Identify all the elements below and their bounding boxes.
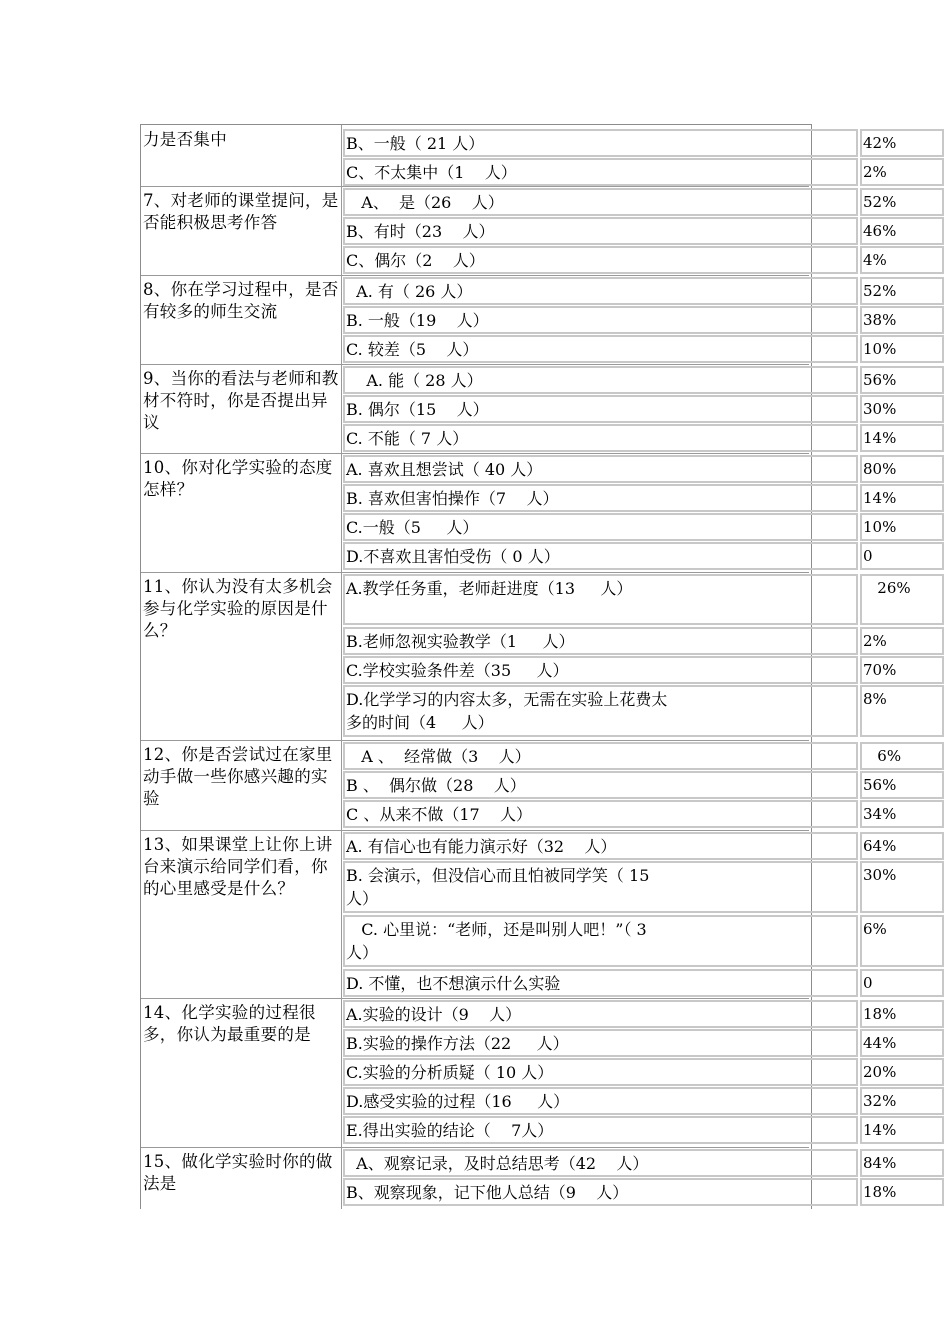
answer-percentage: 56% — [860, 366, 944, 394]
answer-percentage: 56% — [860, 771, 944, 799]
answer-percentage: 84% — [860, 1149, 944, 1177]
question-text: 7、对老师的课堂提问，是否能积极思考作答 — [143, 191, 339, 232]
question-text: 力是否集中 — [143, 130, 227, 149]
answer-percentage: 32% — [860, 1087, 944, 1115]
answer-percentage: 34% — [860, 800, 944, 828]
answer-option: D.化学学习的内容太多，无需在实验上花费太 多的时间（4 人） — [343, 685, 858, 737]
group-separator — [141, 186, 809, 187]
answer-percentage: 52% — [860, 277, 944, 305]
question-group — [141, 186, 897, 275]
answer-option: C. 心里说：“老师，还是叫别人吧！”（ 3 人） — [343, 915, 858, 967]
question-text: 10、你对化学实验的态度怎样？ — [143, 458, 333, 499]
answer-percentage: 8% — [860, 685, 944, 737]
answer-option: C、偶尔（2 人） — [343, 246, 858, 274]
question-group — [141, 572, 911, 740]
answer-option: C. 较差（5 人） — [343, 335, 858, 363]
question-group — [141, 125, 897, 186]
question-group — [141, 998, 897, 1147]
answer-option: A 、 经常做（3 人） — [343, 742, 858, 770]
question-group — [141, 740, 902, 830]
answer-percentage: 70% — [860, 656, 944, 684]
answer-option: B. 会演示，但没信心而且怕被同学笑（ 15 人） — [343, 861, 858, 913]
answer-percentage: 10% — [860, 335, 944, 363]
answer-percentage: 80% — [860, 455, 944, 483]
question-group — [141, 364, 897, 453]
answer-option: B. 喜欢但害怕操作（7 人） — [343, 484, 858, 512]
answer-percentage: 26% — [860, 574, 944, 625]
answer-option: A. 有（ 26 人） — [343, 277, 858, 305]
answer-percentage: 18% — [860, 1178, 944, 1206]
answer-option: B、观察现象，记下他人总结（9 人） — [343, 1178, 858, 1206]
question-text: 15、做化学实验时你的做法是 — [143, 1152, 333, 1193]
answer-percentage: 52% — [860, 188, 944, 216]
answer-percentage: 42% — [860, 129, 944, 157]
answer-percentage: 20% — [860, 1058, 944, 1086]
answer-option: C 、从来不做（17 人） — [343, 800, 858, 828]
answer-option: C.实验的分析质疑（ 10 人） — [343, 1058, 858, 1086]
group-separator — [141, 275, 809, 276]
answer-option: C. 不能（ 7 人） — [343, 424, 858, 452]
answer-percentage: 4% — [860, 246, 944, 274]
question-text: 8、你在学习过程中，是否有较多的师生交流 — [143, 280, 339, 321]
answer-option: B、一般（ 21 人） — [343, 129, 858, 157]
answer-percentage: 2% — [860, 627, 944, 655]
group-separator — [141, 830, 809, 831]
answer-option: A. 能（ 28 人） — [343, 366, 858, 394]
question-group — [141, 1147, 897, 1209]
answer-percentage: 6% — [860, 742, 944, 770]
answer-percentage: 44% — [860, 1029, 944, 1057]
answer-option: B. 偶尔（15 人） — [343, 395, 858, 423]
answer-option: D.不喜欢且害怕受伤（ 0 人） — [343, 542, 858, 570]
answer-percentage: 46% — [860, 217, 944, 245]
answer-option: B、有时（23 人） — [343, 217, 858, 245]
answer-option: A.实验的设计（9 人） — [343, 1000, 858, 1028]
answer-option: C.学校实验条件差（35 人） — [343, 656, 858, 684]
answer-option: B. 一般（19 人） — [343, 306, 858, 334]
answer-option: A、观察记录，及时总结思考（42 人） — [343, 1149, 858, 1177]
group-separator — [141, 364, 809, 365]
question-group — [141, 275, 897, 364]
answer-option: D. 不懂，也不想演示什么实验 — [343, 969, 858, 997]
question-group — [141, 830, 897, 998]
answer-option: A. 有信心也有能力演示好（32 人） — [343, 832, 858, 860]
answer-percentage: 2% — [860, 158, 944, 186]
group-separator — [141, 1147, 809, 1148]
answer-percentage: 18% — [860, 1000, 944, 1028]
answer-option: B.实验的操作方法（22 人） — [343, 1029, 858, 1057]
answer-percentage: 14% — [860, 424, 944, 452]
answer-percentage: 0 — [860, 969, 944, 997]
answer-option: C.一般（5 人） — [343, 513, 858, 541]
survey-table — [140, 124, 911, 1209]
question-text: 13、如果课堂上让你上讲台来演示给同学们看，你的心里感受是什么？ — [143, 835, 333, 898]
answer-percentage: 6% — [860, 915, 944, 967]
question-text: 11、你认为没有太多机会参与化学实验的原因是什么？ — [143, 577, 333, 640]
answer-option: E.得出实验的结论（ 7人） — [343, 1116, 858, 1144]
question-text: 9、当你的看法与老师和教材不符时，你是否提出异议 — [143, 369, 339, 432]
question-text: 12、你是否尝试过在家里动手做一些你感兴趣的实验 — [143, 745, 333, 808]
answer-option: B.老师忽视实验教学（1 人） — [343, 627, 858, 655]
group-separator — [141, 740, 809, 741]
answer-percentage: 10% — [860, 513, 944, 541]
answer-percentage: 38% — [860, 306, 944, 334]
answer-option: B 、 偶尔做（28 人） — [343, 771, 858, 799]
answer-percentage: 30% — [860, 395, 944, 423]
answer-percentage: 64% — [860, 832, 944, 860]
answer-percentage: 0 — [860, 542, 944, 570]
answer-percentage: 14% — [860, 484, 944, 512]
group-separator — [141, 572, 809, 573]
answer-option: C、不太集中（1 人） — [343, 158, 858, 186]
answer-option: A.教学任务重，老师赶进度（13 人） — [343, 574, 858, 625]
group-separator — [141, 453, 809, 454]
question-text: 14、化学实验的过程很多，你认为最重要的是 — [143, 1003, 316, 1044]
answer-option: A、 是（26 人） — [343, 188, 858, 216]
question-group — [141, 453, 897, 572]
answer-percentage: 14% — [860, 1116, 944, 1144]
answer-percentage: 30% — [860, 861, 944, 913]
answer-option: D.感受实验的过程（16 人） — [343, 1087, 858, 1115]
answer-option: A. 喜欢且想尝试（ 40 人） — [343, 455, 858, 483]
group-separator — [141, 998, 809, 999]
